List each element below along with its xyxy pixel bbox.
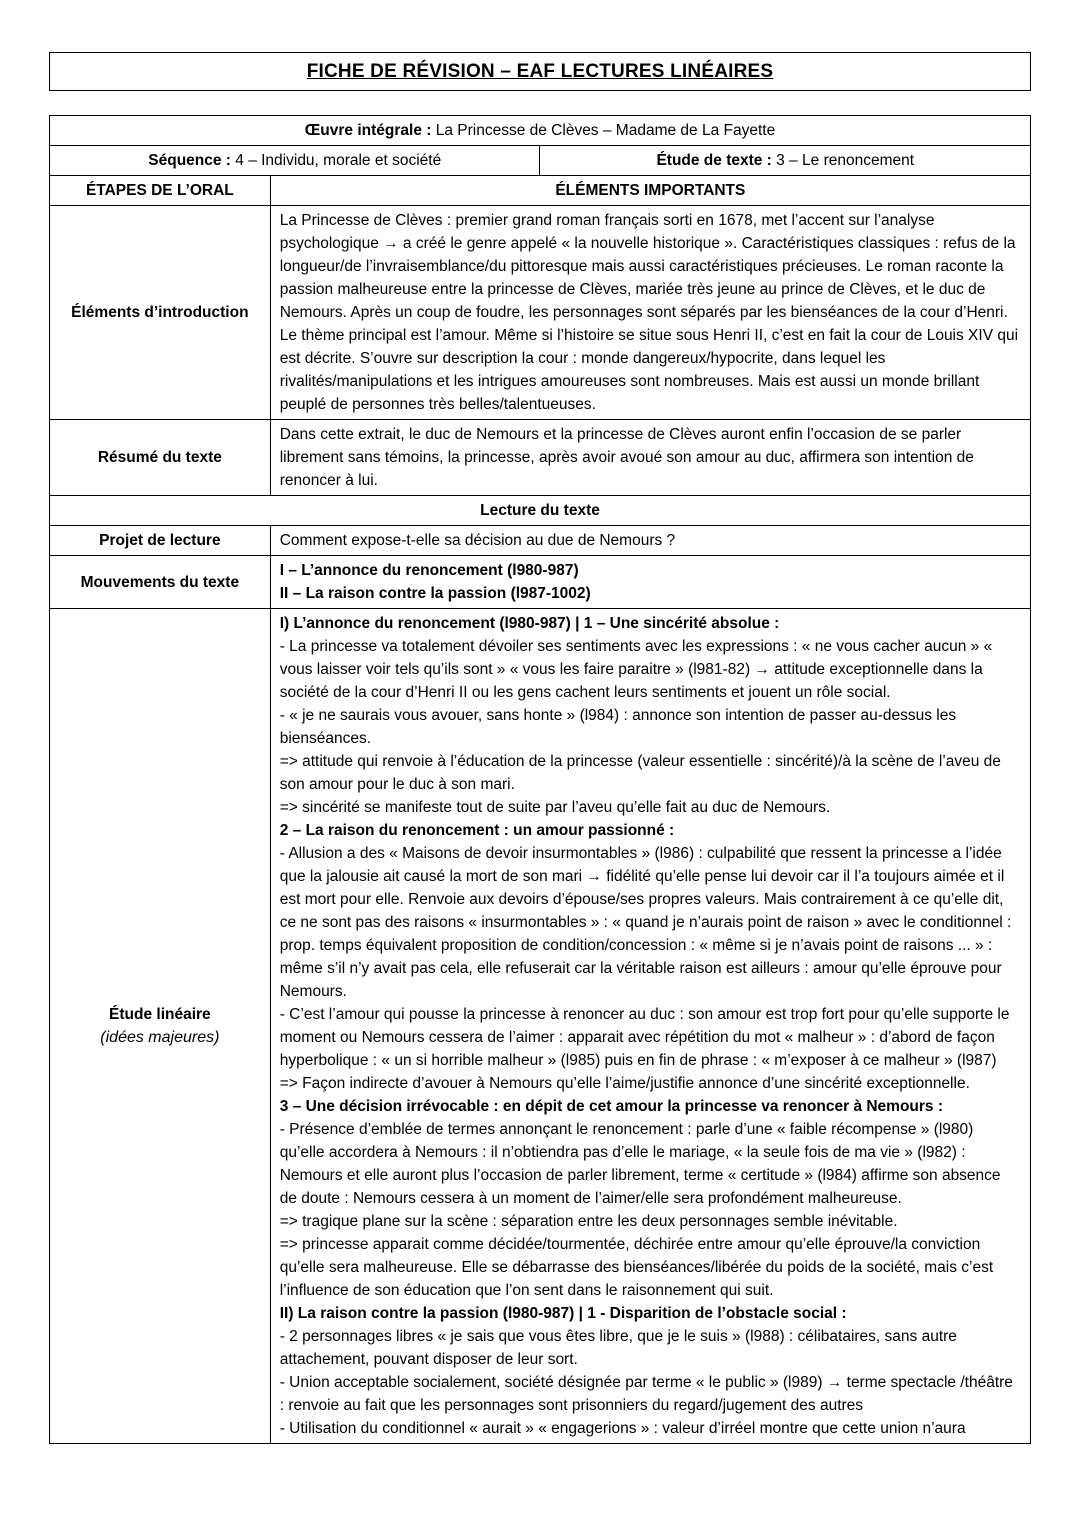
work-value: La Princesse de Clèves – Madame de La Fayette — [431, 122, 776, 139]
analysis-paragraph: II) La raison contre la passion (l980-987) | 1 - Disparition de l’obstacle social : — [279, 1305, 847, 1322]
analysis-paragraph: - 2 personnages libres « je sais que vous êtes libre, que je le suis » (l988) : célibataires, sans autre attachement, pouvant disposer de leur sort. — [279, 1328, 957, 1368]
analysis-paragraph: - Utilisation du conditionnel « aurait » « engagerions » : valeur d’irréel montre que cette union n’aura — [279, 1420, 966, 1437]
row-linear-study — [50, 609, 1031, 1444]
sequence-cell — [50, 146, 540, 176]
analysis-paragraph: 2 – La raison du renoncement : un amour passionné : — [279, 822, 675, 839]
reading-project-text: Comment expose-t-elle sa décision au due de Nemours ? — [270, 526, 1030, 556]
movement-line: I – L’annonce du renoncement (l980-987) — [279, 562, 579, 579]
revision-table — [49, 115, 1031, 1444]
analysis-paragraph: => princesse apparait comme décidée/tourmentée, déchirée entre amour qu’elle éprouve/la conviction qu’elle sera malheureuse. Elle se débarrasse des bienséances/libérée du poids de la société, mais c’est l’influence de son éducation que l’on sent dans le raisonnement qui suit. — [279, 1236, 994, 1299]
page-title: FICHE DE RÉVISION – EAF LECTURES LINÉAIRES — [306, 61, 774, 82]
text-study-label: Étude de texte : — [656, 152, 772, 169]
sequence-value: 4 – Individu, morale et société — [230, 152, 442, 169]
work-cell — [50, 116, 1031, 146]
linear-study-text — [270, 609, 1030, 1444]
reading-banner: Lecture du texte — [50, 496, 1031, 526]
analysis-paragraph: I) L’annonce du renoncement (l980-987) | 1 – Une sincérité absolue : — [279, 615, 780, 632]
movements-label: Mouvements du texte — [50, 556, 271, 609]
row-sequence — [50, 146, 1031, 176]
introduction-text: La Princesse de Clèves : premier grand roman français sorti en 1678, met l’accent sur l’analyse psychologique → a créé le genre appelé « la nouvelle historique ». Caractéristiques classiques : refus de la longueur/de l’invraisemblance/du pittoresque mais aussi caractéristiques précieuses. Le roman raconte la passion malheureuse entre la princesse de Clèves, mariée très jeune au prince de Clèves, et le duc de Nemours. Après un coup de foudre, les personnages sont séparés par les bienséances de la cour d’Henri. Le thème principal est l’amour. Même si l’histoire se situe sous Henri II, c’est en fait la cour de Louis XIV qui est décrite. S’ouvre sur description la cour : monde dangereux/hypocrite, dans lequel les rivalités/manipulations et les intrigues amoureuses sont nombreuses. Mais est aussi un monde brillant peuplé de personnes très belles/talentueuses. — [270, 206, 1030, 420]
title-box — [49, 52, 1031, 91]
column-header-right: ÉLÉMENTS IMPORTANTS — [270, 176, 1030, 206]
analysis-paragraph: => Façon indirecte d’avouer à Nemours qu’elle l’aime/justifie annonce d’une sincérité exceptionnelle. — [279, 1075, 970, 1092]
row-work — [50, 116, 1031, 146]
row-movements — [50, 556, 1031, 609]
row-column-headers — [50, 176, 1031, 206]
work-label: Œuvre intégrale : — [304, 122, 432, 139]
analysis-paragraph: - La princesse va totalement dévoiler ses sentiments avec les expressions : « ne vous cacher aucun » « vous laisser voir tels qu’ils sont » « vous les faire paraitre » (l981-82) → attitude exceptionnelle dans la société de la cour d’Henri II ou les gens cachent leurs sentiments et jouent un rôle social. — [279, 638, 993, 701]
spacer — [49, 91, 1031, 115]
linear-study-sublabel: (idées majeures) — [100, 1029, 220, 1046]
linear-study-label: Étude linéaire — [109, 1006, 211, 1023]
row-summary — [50, 420, 1031, 496]
row-reading-project — [50, 526, 1031, 556]
row-reading-banner — [50, 496, 1031, 526]
analysis-paragraph: => tragique plane sur la scène : séparation entre les deux personnages semble inévitable. — [279, 1213, 898, 1230]
analysis-paragraph: 3 – Une décision irrévocable : en dépit de cet amour la princesse va renoncer à Nemours : — [279, 1098, 944, 1115]
introduction-label: Éléments d’introduction — [50, 206, 271, 420]
analysis-paragraph: - C’est l’amour qui pousse la princesse à renoncer au duc : son amour est trop fort pour qu’elle supporte le moment ou Nemours cessera de l’aimer : apparait avec répétition du mot « malheur » : d’abord de façon hyperbolique : « un si horrible malheur » (l985) puis en fin de phrase : « m’exposer à ce malheur » (l987) — [279, 1006, 1010, 1069]
analysis-paragraph: - « je ne saurais vous avouer, sans honte » (l984) : annonce son intention de passer au-dessus les bienséances. — [279, 707, 957, 747]
analysis-paragraph: - Allusion a des « Maisons de devoir insurmontables » (l986) : culpabilité que ressent la princesse a l’idée que la jalousie ait causé la mort de son mari → fidélité qu’elle pense lui devoir car il l’a toujours aimée et il est mort pour elle. Renvoie aux devoirs d’épouse/ses propres valeurs. Mais contrairement à ce qu’elle dit, ce ne sont pas des raisons « insurmontables » : « quand je n’aurais point de raison » avec le conditionnel : prop. temps équivalent proposition de condition/concession : « même si je n’avais point de raisons ... » : même s’il n’y avait pas cela, elle refuserait car la véritable raison est ailleurs : amour qu’elle éprouve pour Nemours. — [279, 845, 1012, 1000]
movements-text — [270, 556, 1030, 609]
analysis-paragraph: - Union acceptable socialement, société désignée par terme « le public » (l989) → terme spectacle /théâtre : renvoie au fait que les personnages sont prisonniers du regard/jugement des autres — [279, 1374, 1013, 1414]
analysis-paragraph: - Présence d’emblée de termes annonçant le renoncement : parle d’une « faible récompense » (l980) qu’elle accordera à Nemours : il n’obtiendra pas d’elle le mariage, « la seule fois de ma vie » (l982) : Nemours et elle auront plus l’occasion de parler librement, terme « certitude » (l984) affirme son absence de doute : Nemours cessera à un moment de l’aimer/elle sera profondément malheureuse. — [279, 1121, 1001, 1207]
row-introduction — [50, 206, 1031, 420]
analysis-paragraph: => attitude qui renvoie à l’éducation de la princesse (valeur essentielle : sincérité)/à la scène de l’aveu de son amour pour le duc à son mari. — [279, 753, 1001, 793]
movement-line: II – La raison contre la passion (l987-1002) — [279, 585, 591, 602]
text-study-cell — [540, 146, 1031, 176]
sequence-label: Séquence : — [148, 152, 231, 169]
column-header-left: ÉTAPES DE L’ORAL — [50, 176, 271, 206]
analysis-paragraph: => sincérité se manifeste tout de suite par l’aveu qu’elle fait au duc de Nemours. — [279, 799, 831, 816]
linear-study-label-cell — [50, 609, 271, 1444]
summary-label: Résumé du texte — [50, 420, 271, 496]
reading-project-label: Projet de lecture — [50, 526, 271, 556]
text-study-value: 3 – Le renoncement — [771, 152, 915, 169]
summary-text: Dans cette extrait, le duc de Nemours et la princesse de Clèves auront enfin l’occasion de se parler librement sans témoins, la princesse, après avoir avoué son amour au duc, affirmera son intention de renoncer à lui. — [270, 420, 1030, 496]
